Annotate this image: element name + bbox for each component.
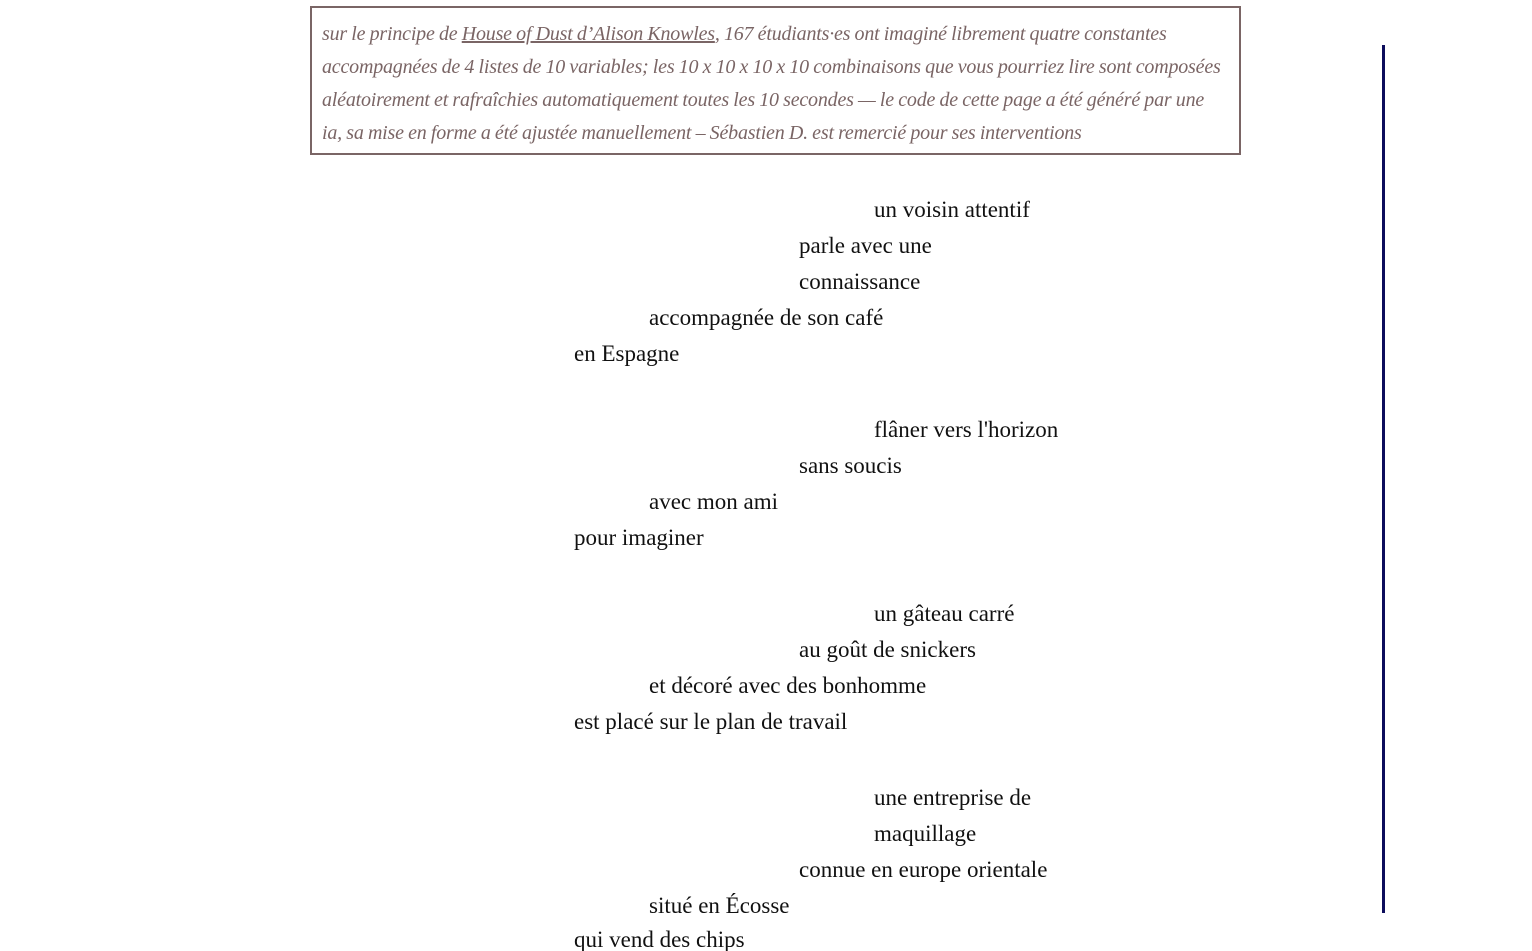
intro-line-4: ia, sa mise en forme a été ajustée manuellement – Sébastien D. est remercié pour ses interventions [322, 122, 1082, 144]
stanza-2-line-2: sans soucis [799, 453, 902, 478]
house-of-dust-link[interactable]: House of Dust d’Alison Knowles [461, 23, 715, 45]
stanza-1-line-1: un voisin attentif [874, 197, 1030, 222]
intro-line-3: aléatoirement et rafraîchies automatiquement toutes les 10 secondes — le code de cette page a été généré par une [322, 89, 1205, 111]
intro-suffix: , 167 étudiants·es ont imaginé librement quatre constantes [714, 23, 1167, 45]
stanza-4-line-4: situé en Écosse [649, 893, 790, 918]
stanza-2-line-3: avec mon ami [649, 489, 779, 514]
stanza-2-line-4: pour imaginer [574, 525, 704, 550]
stanza-1-line-4: accompagnée de son café [649, 305, 884, 330]
intro-line-2: accompagnées de 4 listes de 10 variables; les 10 x 10 x 10 x 10 combinaisons que vous pourriez lire sont composées [322, 56, 1221, 78]
stanza-3-line-2: au goût de snickers [799, 637, 976, 662]
intro-prefix: sur le principe de [322, 23, 462, 45]
stanza-1-line-5: en Espagne [574, 341, 680, 366]
stanza-4-line-5: qui vend des chips [574, 927, 745, 951]
stanza-2-line-1: flâner vers l'horizon [874, 417, 1059, 442]
stanza-3-line-1: un gâteau carré [874, 601, 1015, 626]
stanza-4-line-3: connue en europe orientale [799, 857, 1048, 882]
stanza-4-line-1: une entreprise de [874, 785, 1032, 810]
stanza-4-line-2: maquillage [874, 821, 977, 846]
stanza-1-line-3: connaissance [799, 269, 921, 294]
stanza-3-line-4: est placé sur le plan de travail [574, 709, 848, 734]
stanza-1-line-2: parle avec une [799, 233, 932, 258]
stanza-3-line-3: et décoré avec des bonhomme [649, 673, 927, 698]
